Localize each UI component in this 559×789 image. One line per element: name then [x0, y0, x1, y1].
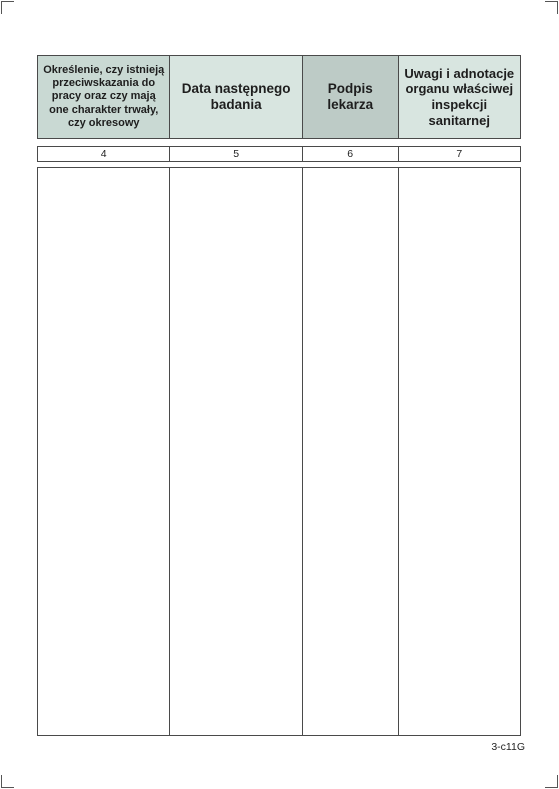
- header-contraindications: Określenie, czy istnieją przeciwskazania do pracy oraz czy mają one charakter trwały, czy okresowy: [38, 56, 170, 138]
- entry-column-doctor-signature[interactable]: [303, 168, 399, 735]
- header-doctor-signature: Podpis lekarza: [303, 56, 399, 138]
- column-number-6: 6: [303, 147, 399, 161]
- crop-mark-top-left: [1, 1, 14, 14]
- form-code: 3-c11G: [491, 741, 525, 753]
- crop-mark-bottom-right: [545, 775, 558, 788]
- crop-mark-top-right: [545, 1, 558, 14]
- header-sanitary-notes: Uwagi i adnotacje organu właściwej inspekcji sanitarnej: [399, 56, 521, 138]
- table-entry-area: [37, 167, 521, 736]
- crop-mark-bottom-left: [1, 775, 14, 788]
- column-number-row: [37, 146, 521, 162]
- entry-column-next-exam-date[interactable]: [170, 168, 302, 735]
- column-number-4: 4: [38, 147, 170, 161]
- column-number-7: 7: [456, 148, 463, 160]
- entry-column-contraindications[interactable]: [38, 168, 170, 735]
- header-next-exam-date: Data następnego badania: [170, 56, 302, 138]
- column-number-5: 5: [170, 147, 302, 161]
- table-header-row: [37, 55, 521, 139]
- entry-column-sanitary-notes[interactable]: [399, 168, 521, 735]
